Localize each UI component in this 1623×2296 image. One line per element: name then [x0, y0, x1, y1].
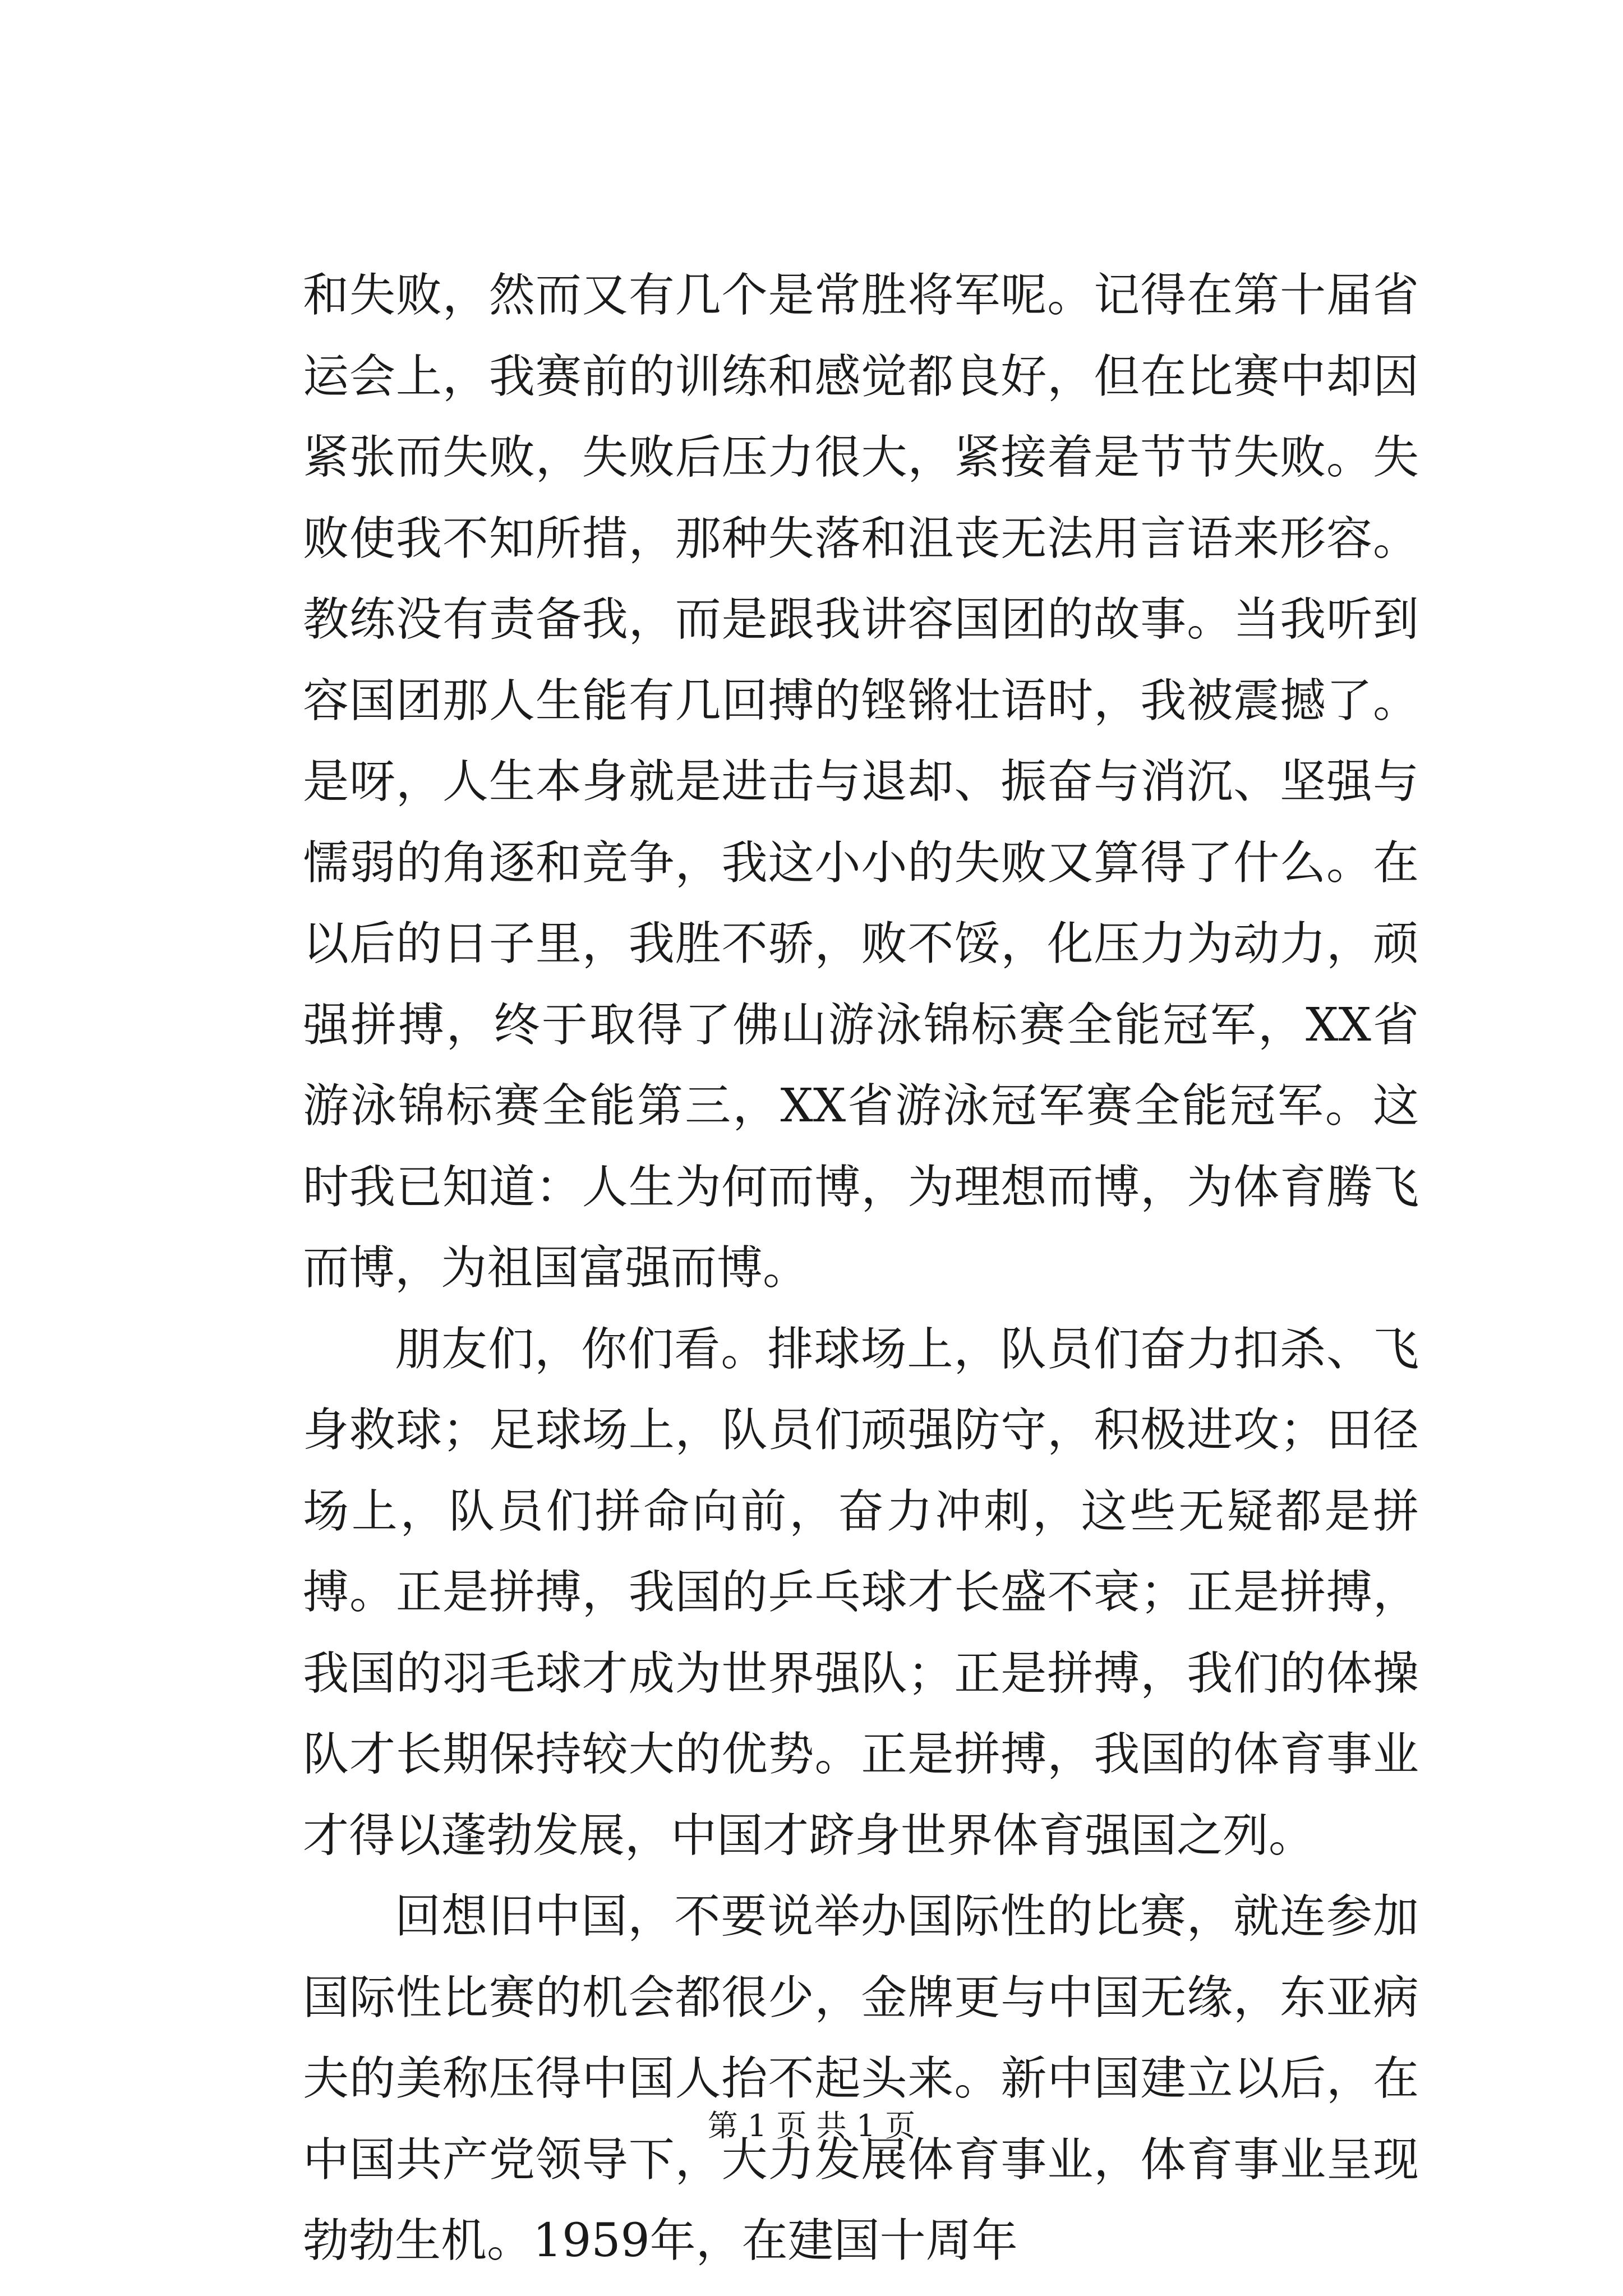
paragraph-2: 朋友们，你们看。排球场上，队员们奋力扣杀、飞身救球；足球场上，队员们顽强防守，积极进攻；田径场上，队员们拼命向前，奋力冲刺，这些无疑都是拼搏。正是拼搏，我国的乒乓球才长盛不衰；正是拼搏，我国的羽毛球才成为世界强队；正是拼搏，我们的体操队才长期保持较大的优势。正是拼搏，我国的体育事业才得以蓬勃发展，中国才跻身世界体育强国之列。	[303, 1322, 1419, 1862]
paragraph-1: 和失败，然而又有几个是常胜将军呢。记得在第十届省运会上，我赛前的训练和感觉都良好，但在比赛中却因紧张而失败，失败后压力很大，紧接着是节节失败。失败使我不知所措，那种失落和沮丧无法用言语来形容。教练没有责备我，而是跟我讲容国团的故事。当我听到容国团那人生能有几回搏的铿锵壮语时，我被震撼了。是呀，人生本身就是进击与退却、振奋与消沉、坚强与懦弱的角逐和竞争，我这小小的失败又算得了什么。在以后的日子里，我胜不骄，败不馁，化压力为动力，顽强拼搏，终于取得了佛山游泳锦标赛全能冠军，XX省游泳锦标赛全能第三，XX省游泳冠军赛全能冠军。这时我已知道：人生为何而博，为理想而博，为体育腾飞而博，为祖国富强而博。	[303, 269, 1419, 1295]
paragraph-3: 回想旧中国，不要说举办国际性的比赛，就连参加国际性比赛的机会都很少，金牌更与中国无缘，东亚病夫的美称压得中国人抬不起头来。新中国建立以后，在中国共产党领导下，大力发展体育事业，体育事业呈现勃勃生机。1959年，在建国十周年	[303, 1890, 1419, 2267]
document-body	[303, 255, 1419, 2282]
page-footer: 第 1 页 共 1 页	[707, 2108, 916, 2143]
